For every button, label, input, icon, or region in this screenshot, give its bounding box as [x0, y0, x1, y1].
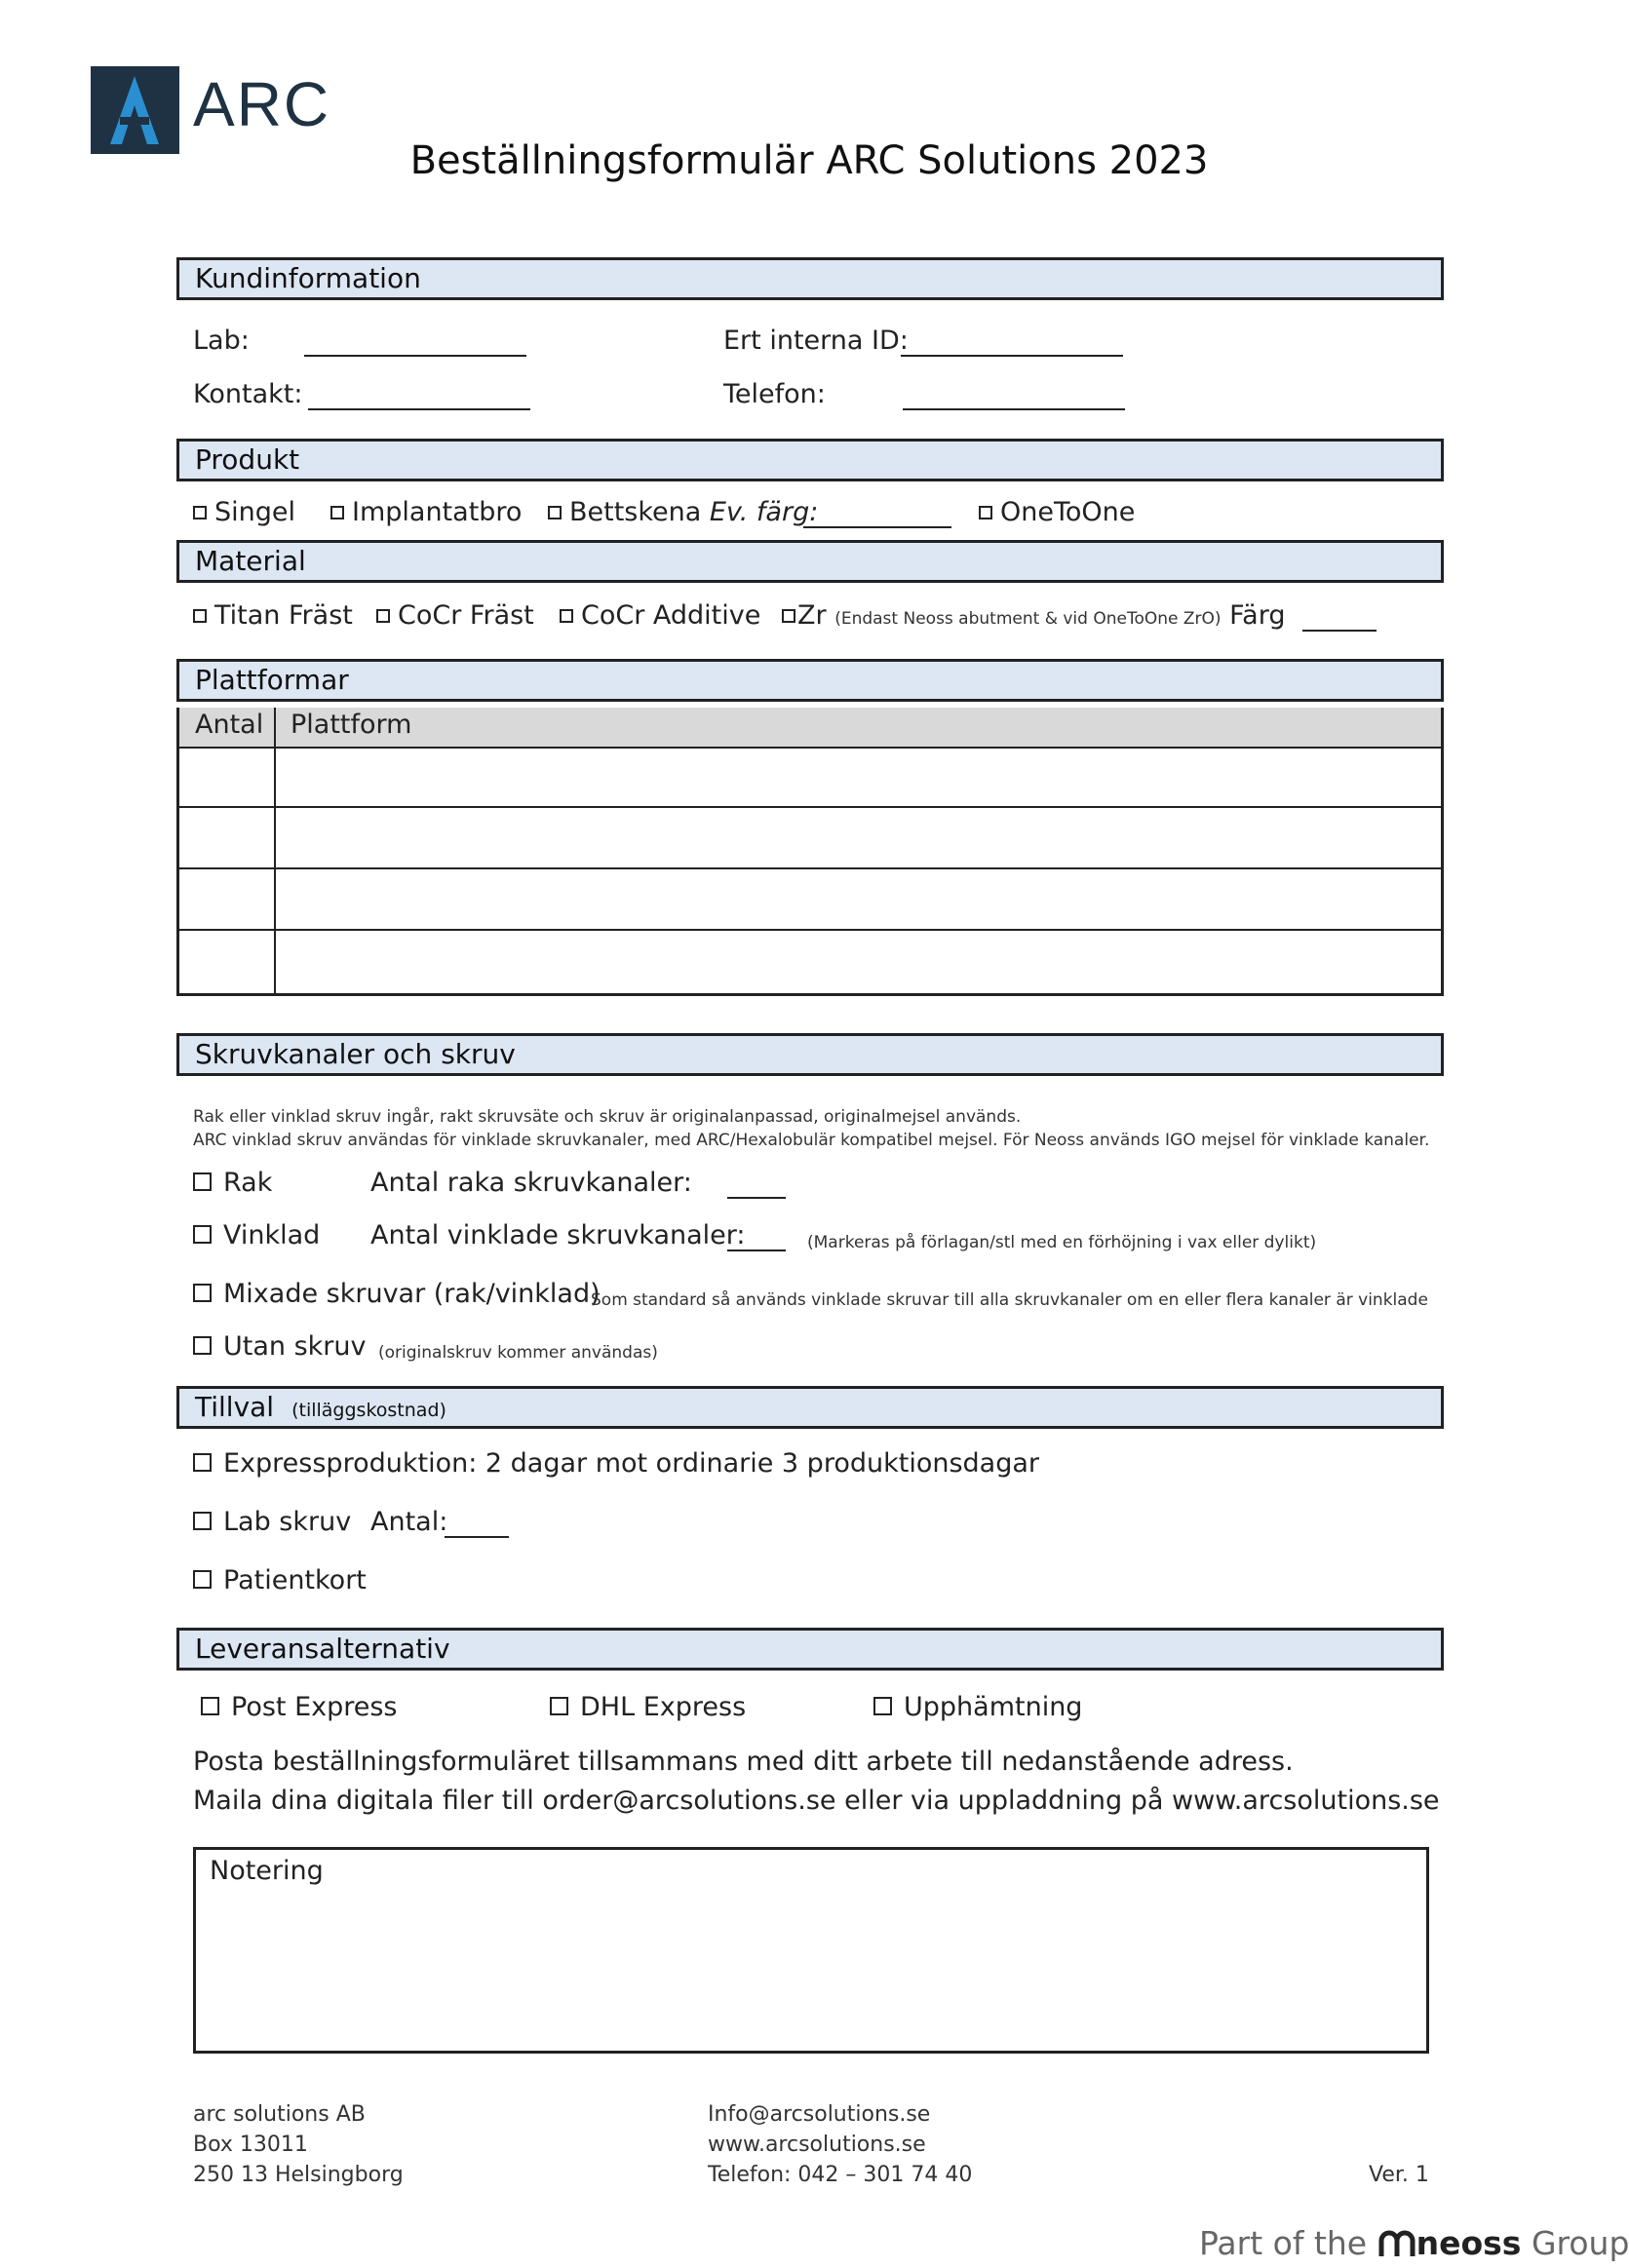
- option-label: Rak: [223, 1168, 273, 1198]
- color-label: Ev. färg:: [709, 497, 819, 527]
- leverans-text-2: Maila dina digitala filer till order@arcsolutions.se eller via uppladdning på www.arcsolutions.se: [193, 1786, 1440, 1816]
- checkbox[interactable]: [193, 609, 207, 623]
- option-label: CoCr Additive: [581, 600, 761, 631]
- checkbox[interactable]: [560, 609, 573, 623]
- kontakt-field[interactable]: [308, 408, 530, 410]
- page-title: Beställningsformulär ARC Solutions 2023: [409, 138, 1209, 183]
- option-label: Implantatbro: [352, 497, 523, 527]
- table-row[interactable]: [179, 929, 1441, 931]
- produkt-onetoone[interactable]: [979, 497, 1135, 527]
- checkbox[interactable]: [979, 506, 992, 519]
- kontakt-label: Kontakt:: [193, 379, 303, 409]
- footer-email[interactable]: Info@arcsolutions.se: [708, 2102, 931, 2127]
- checkbox[interactable]: [782, 609, 795, 623]
- skruv-utan[interactable]: [193, 1331, 366, 1362]
- notering-label: Notering: [210, 1856, 324, 1886]
- footer-web[interactable]: www.arcsolutions.se: [708, 2133, 926, 2157]
- neoss-logo-icon: [1377, 2227, 1416, 2260]
- skruv-rak[interactable]: [193, 1168, 272, 1198]
- vinklad-note: (Markeras på förlagan/stl med en förhöjning i vax eller dylikt): [807, 1233, 1317, 1252]
- checkbox[interactable]: [873, 1697, 892, 1715]
- checkbox[interactable]: [193, 506, 207, 519]
- notering-box[interactable]: [193, 1847, 1429, 2054]
- checkbox[interactable]: [376, 609, 390, 623]
- telefon-field[interactable]: [903, 408, 1125, 410]
- zr-note: (Endast Neoss abutment & vid OneToOne ZrO): [834, 609, 1222, 629]
- material-color-field[interactable]: [1302, 630, 1377, 632]
- option-label: Utan skruv: [223, 1331, 367, 1362]
- option-label: Lab skruv: [223, 1507, 352, 1537]
- brand-suffix: Group: [1531, 2224, 1629, 2262]
- leverans-post[interactable]: [201, 1692, 398, 1722]
- vinklad-count-field[interactable]: [727, 1249, 786, 1251]
- column-divider: [274, 708, 276, 993]
- option-label: Zr: [797, 600, 827, 631]
- tillval-note: (tilläggskostnad): [291, 1400, 446, 1421]
- option-label: DHL Express: [580, 1692, 747, 1722]
- produkt-singel[interactable]: [193, 497, 295, 527]
- col-plattform: Plattform: [291, 710, 412, 740]
- logo-text: ARC: [193, 69, 331, 139]
- material-cocr-frast[interactable]: [376, 600, 534, 631]
- option-label: OneToOne: [1000, 497, 1136, 527]
- footer-company: arc solutions AB: [193, 2102, 366, 2127]
- mixade-note: Som standard så används vinklade skruvar till alla skruvkanaler om en eller flera kanaler är vinklade: [591, 1290, 1428, 1310]
- option-label: Titan Fräst: [214, 600, 353, 631]
- skruv-info-1: Rak eller vinklad skruv ingår, rakt skruvsäte och skruv är originalanpassad, originalmejsel används.: [193, 1107, 1022, 1127]
- skruv-mixade[interactable]: [193, 1279, 601, 1309]
- option-label: Mixade skruvar (rak/vinklad): [223, 1279, 601, 1309]
- section-heading: Material: [195, 545, 306, 577]
- labskruv-antal-field[interactable]: [445, 1536, 509, 1538]
- option-label: Upphämtning: [904, 1692, 1083, 1722]
- option-label: Bettskena: [569, 497, 702, 527]
- option-label: Singel: [214, 497, 296, 527]
- material-titan[interactable]: [193, 600, 353, 631]
- brand-name: neoss: [1416, 2224, 1522, 2262]
- checkbox[interactable]: [193, 1570, 212, 1589]
- checkbox[interactable]: [193, 1336, 212, 1355]
- internal-id-label: Ert interna ID:: [723, 326, 909, 356]
- checkbox[interactable]: [548, 506, 562, 519]
- produkt-bettskena[interactable]: [548, 497, 818, 527]
- tillval-labskruv[interactable]: [193, 1507, 351, 1537]
- section-kundinformation: [176, 257, 1444, 300]
- checkbox[interactable]: [201, 1697, 219, 1715]
- leverans-text-1: Posta beställningsformuläret tillsammans med ditt arbete till nedanstående adress.: [193, 1747, 1294, 1777]
- section-heading: Leveransalternativ: [195, 1633, 450, 1665]
- vinklad-count-label: Antal vinklade skruvkanaler:: [370, 1220, 746, 1250]
- skruv-info-2: ARC vinklad skruv användas för vinklade skruvkanaler, med ARC/Hexalobulär kompatibel mejsel. För Neoss används IGO mejsel för vinklade kanaler.: [193, 1131, 1430, 1150]
- col-antal: Antal: [195, 710, 264, 740]
- table-row[interactable]: [179, 867, 1441, 869]
- option-label: CoCr Fräst: [398, 600, 534, 631]
- footer-version: Ver. 1: [1369, 2163, 1429, 2187]
- section-heading: Kundinformation: [195, 262, 421, 294]
- rak-count-field[interactable]: [727, 1197, 786, 1199]
- option-label: Post Express: [231, 1692, 398, 1722]
- labskruv-antal-label: Antal:: [370, 1507, 448, 1537]
- checkbox[interactable]: [550, 1697, 568, 1715]
- platform-table: [176, 708, 1444, 996]
- option-label: Vinklad: [223, 1220, 321, 1250]
- skruv-vinklad[interactable]: [193, 1220, 320, 1250]
- tillval-patientkort[interactable]: [193, 1565, 367, 1595]
- utan-note: (originalskruv kommer användas): [378, 1343, 658, 1363]
- section-plattformar: [176, 659, 1444, 702]
- footer-box: Box 13011: [193, 2133, 308, 2157]
- section-material: [176, 540, 1444, 583]
- section-heading: Produkt: [195, 443, 300, 476]
- material-cocr-additive[interactable]: [560, 600, 760, 631]
- section-heading: Plattformar: [195, 664, 349, 696]
- section-heading: Skruvkanaler och skruv: [195, 1038, 516, 1070]
- checkbox[interactable]: [193, 1284, 212, 1302]
- footer-city: 250 13 Helsingborg: [193, 2163, 404, 2187]
- lab-field[interactable]: [304, 355, 526, 357]
- material-zr[interactable]: [782, 600, 1285, 631]
- internal-id-field[interactable]: [901, 355, 1123, 357]
- footer-contact: [708, 2099, 972, 2190]
- footer-address: [193, 2099, 404, 2190]
- section-tillval: [176, 1386, 1444, 1429]
- section-produkt: [176, 439, 1444, 481]
- checkbox[interactable]: [193, 1172, 212, 1191]
- checkbox[interactable]: [193, 1225, 212, 1244]
- telefon-label: Telefon:: [723, 379, 826, 409]
- farg-label: Färg: [1229, 600, 1286, 631]
- section-leverans: [176, 1628, 1444, 1671]
- option-label: Expressproduktion: 2 dagar mot ordinarie 3 produktionsdagar: [223, 1448, 1039, 1479]
- leverans-dhl[interactable]: [550, 1692, 746, 1722]
- brand-prefix: Part of the: [1199, 2224, 1368, 2262]
- table-row[interactable]: [179, 806, 1441, 808]
- section-heading: Tillval: [195, 1391, 275, 1423]
- tillval-express[interactable]: [193, 1448, 1039, 1479]
- bettskena-color-field[interactable]: [803, 526, 951, 528]
- rak-count-label: Antal raka skruvkanaler:: [370, 1168, 692, 1198]
- lab-label: Lab:: [193, 326, 250, 356]
- produkt-implantatbro[interactable]: [330, 497, 522, 527]
- brand-line: [1199, 2224, 1629, 2262]
- section-skruvkanaler: [176, 1033, 1444, 1076]
- checkbox[interactable]: [193, 1512, 212, 1530]
- option-label: Patientkort: [223, 1565, 367, 1595]
- checkbox[interactable]: [330, 506, 344, 519]
- footer-phone: Telefon: 042 – 301 74 40: [708, 2163, 973, 2187]
- checkbox[interactable]: [193, 1453, 212, 1472]
- leverans-upphamtning[interactable]: [873, 1692, 1082, 1722]
